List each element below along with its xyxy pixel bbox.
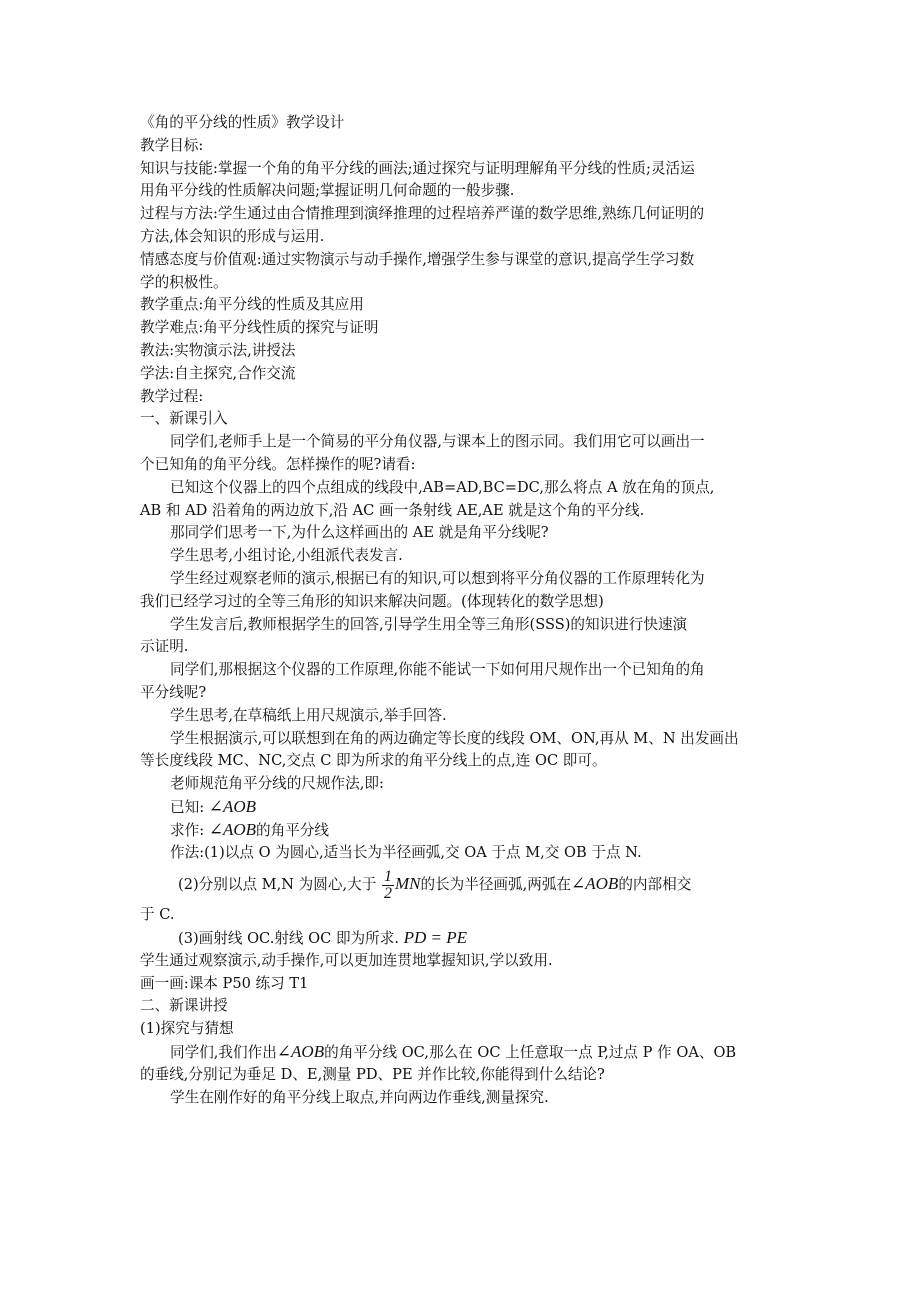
- learning-method: 学法:自主探究,合作交流: [140, 364, 296, 382]
- paragraph: 同学们,老师手上是一个简易的平分角仪器,与课本上的图示同。我们用它可以画出一: [170, 433, 705, 451]
- find-line: [140, 819, 800, 842]
- fraction-one-half: [382, 869, 394, 902]
- knowledge-line-2: 用角平分线的性质解决问题;掌握证明几何命题的一般步骤.: [140, 182, 515, 200]
- step2-text-a: (2)分别以点 M,N 为圆心,大于: [178, 876, 377, 894]
- p13-text-b: 的角平分线 OC,那么在 OC 上任意取一点 P,过点 P 作 OA、OB: [324, 1044, 737, 1062]
- fraction-numerator: 1: [383, 867, 392, 885]
- construction-step-1: 作法:(1)以点 O 为圆心,适当长为半径画弧,交 OA 于点 M,交 OB 于点 N.: [170, 843, 642, 861]
- step2-mn: MN: [394, 874, 421, 894]
- document-body: [140, 112, 800, 1109]
- paragraph: [140, 1041, 800, 1064]
- known-label: 已知:: [170, 798, 205, 816]
- find-suffix: 的角平分线: [256, 821, 330, 839]
- paragraph: 学生发言后,教师根据学生的回答,引导学生用全等三角形(SSS)的知识进行快速演: [170, 615, 688, 633]
- paragraph: 我们已经学习过的全等三角形的知识来解决问题。(体现转化的数学思想): [140, 592, 604, 610]
- teaching-method: 教法:实物演示法,讲授法: [140, 341, 296, 359]
- paragraph: 老师规范角平分线的尺规作法,即:: [170, 775, 384, 793]
- step3-text: (3)画射线 OC.射线 OC 即为所求.: [178, 930, 399, 948]
- paragraph: 学生思考,在草稿纸上用尺规演示,举手回答.: [170, 706, 447, 724]
- attitude-line-1: 情感态度与价值观:通过实物演示与动手操作,增强学生参与课堂的意识,提高学生学习数: [140, 250, 695, 268]
- paragraph: 学生通过观察演示,动手操作,可以更加连贯地掌握知识,学以致用.: [140, 951, 553, 969]
- construction-step-2-cont: 于 C.: [140, 906, 175, 924]
- paragraph: 画一画:课本 P50 练习 T1: [140, 974, 309, 992]
- attitude-line-2: 学的积极性。: [140, 273, 228, 291]
- paragraph: 同学们,那根据这个仪器的工作原理,你能不能试一下如何用尺规作出一个已知角的角: [170, 661, 705, 679]
- paragraph: 的垂线,分别记为垂足 D、E,测量 PD、PE 并作比较,你能得到什么结论?: [140, 1065, 605, 1083]
- find-label: 求作:: [170, 821, 205, 839]
- paragraph: 示证明.: [140, 638, 189, 656]
- doc-title: 《角的平分线的性质》教学设计: [140, 114, 345, 131]
- construction-step-3: [140, 927, 800, 950]
- paragraph: 已知这个仪器上的四个点组成的线段中,AB=AD,BC=DC,那么将点 A 放在角的顶点,: [170, 478, 715, 496]
- process-line-1: 过程与方法:学生通过由合情推理到演绎推理的过程培养严谨的数学思维,熟练几何证明的: [140, 205, 705, 223]
- section-heading-1: 一、新课引入: [140, 410, 228, 428]
- section-heading-2: 二、新课讲授: [140, 997, 228, 1015]
- sub-heading: (1)探究与猜想: [140, 1020, 234, 1038]
- paragraph: 学生根据演示,可以联想到在角的两边确定等长度的线段 OM、ON,再从 M、N 出发画出: [170, 729, 739, 747]
- paragraph: 个已知角的角平分线。怎样操作的呢?请看:: [140, 455, 416, 473]
- process-line-2: 方法,体会知识的形成与运用.: [140, 227, 325, 245]
- difficulty: 教学难点:角平分线性质的探究与证明: [140, 319, 379, 337]
- paragraph: 平分线呢?: [140, 683, 207, 701]
- process-heading: 教学过程:: [140, 387, 204, 405]
- knowledge-line-1: 知识与技能:掌握一个角的角平分线的画法;通过探究与证明理解角平分线的性质;灵活运: [140, 159, 695, 177]
- paragraph: 学生在刚作好的角平分线上取点,并向两边作垂线,测量探究.: [170, 1088, 549, 1106]
- paragraph: 那同学们思考一下,为什么这样画出的 AE 就是角平分线呢?: [170, 524, 549, 542]
- step2-text-b: 的长为半径画弧,两弧在: [420, 876, 572, 894]
- p13-text-a: 同学们,我们作出: [170, 1044, 277, 1062]
- paragraph: 学生思考,小组讨论,小组派代表发言.: [170, 547, 403, 565]
- step2-text-c: 的内部相交: [618, 876, 692, 894]
- objectives-heading: 教学目标:: [140, 136, 204, 154]
- key-point: 教学重点:角平分线的性质及其应用: [140, 296, 364, 314]
- step3-math: PD = PE: [403, 928, 467, 948]
- fraction-denominator: 2: [383, 884, 392, 902]
- paragraph: 学生经过观察老师的演示,根据已有的知识,可以想到将平分角仪器的工作原理转化为: [170, 569, 705, 587]
- find-math: ∠AOB: [208, 819, 257, 839]
- step2-math: ∠AOB: [571, 874, 619, 894]
- paragraph: 等长度线段 MC、NC,交点 C 即为所求的角平分线上的点,连 OC 即可。: [140, 752, 607, 770]
- known-line: [140, 796, 800, 819]
- p13-math: ∠AOB: [276, 1042, 325, 1062]
- paragraph: AB 和 AD 沿着角的两边放下,沿 AC 画一条射线 AE,AE 就是这个角的平分线.: [140, 501, 645, 519]
- known-math: ∠AOB: [208, 796, 257, 816]
- construction-step-2: [140, 864, 800, 904]
